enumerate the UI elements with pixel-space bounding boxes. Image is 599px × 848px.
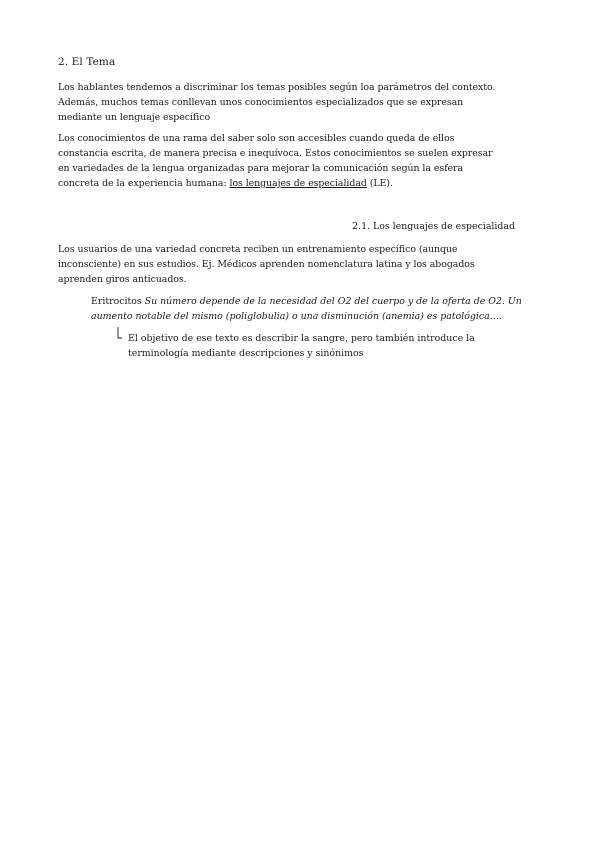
paragraph-line: constancia escrita, de manera precisa e inequívoca. Estos conocimientos se suelen expresar: [58, 148, 493, 159]
paragraph-line: Además, muchos temas conllevan unos conocimientos especializados que se expresan: [58, 97, 464, 108]
paragraph-context: [58, 80, 528, 125]
paragraph-line: en variedades de la lengua organizadas para mejorar la comunicación según la esfera: [58, 163, 463, 174]
example-line: [91, 309, 521, 324]
paragraph-line: Los usuarios de una variedad concreta reciben un entrenamiento específico (aunque: [58, 244, 458, 255]
subsection-title: 2.1. Los lenguajes de especialidad: [352, 221, 515, 232]
paragraph-line: [58, 176, 528, 191]
note-line: El objetivo de ese texto es describir la sangre, pero también introduce la: [128, 333, 475, 344]
section-title: 2. El Tema: [58, 56, 116, 68]
example-quote: aumento notable del mismo (poliglobulia) o una disminución (anemia) es patológica….: [91, 311, 503, 322]
paragraph-line: Los conocimientos de una rama del saber solo son accesibles cuando queda de ellos: [58, 133, 455, 144]
paragraph-users: [58, 242, 528, 287]
paragraph-line: mediante un lenguaje específico: [58, 112, 211, 123]
example-block: [91, 294, 521, 324]
paragraph-line: aprenden giros anticuados.: [58, 274, 187, 285]
note-line: terminología mediante descripciones y sinónimos: [128, 348, 364, 359]
example-line: [91, 294, 521, 309]
line-suffix: (LE).: [366, 178, 393, 189]
paragraph-line: Los hablantes tendemos a discriminar los temas posibles según loa parámetros del contexto.: [58, 82, 496, 93]
example-term: Eritrocitos: [91, 296, 145, 307]
paragraph-knowledge: [58, 131, 528, 191]
line-prefix: concreta de la experiencia humana:: [58, 178, 230, 189]
note-block: [128, 331, 528, 361]
example-quote: Su número depende de la necesidad del O2 del cuerpo y de la oferta de O2. Un: [144, 296, 522, 307]
paragraph-line: inconsciente) en sus estudios. Ej. Médicos aprenden nomenclatura latina y los abogados: [58, 259, 475, 270]
term-lenguajes-especialidad: los lenguajes de especialidad: [229, 178, 367, 189]
bracket-icon: [117, 327, 123, 339]
